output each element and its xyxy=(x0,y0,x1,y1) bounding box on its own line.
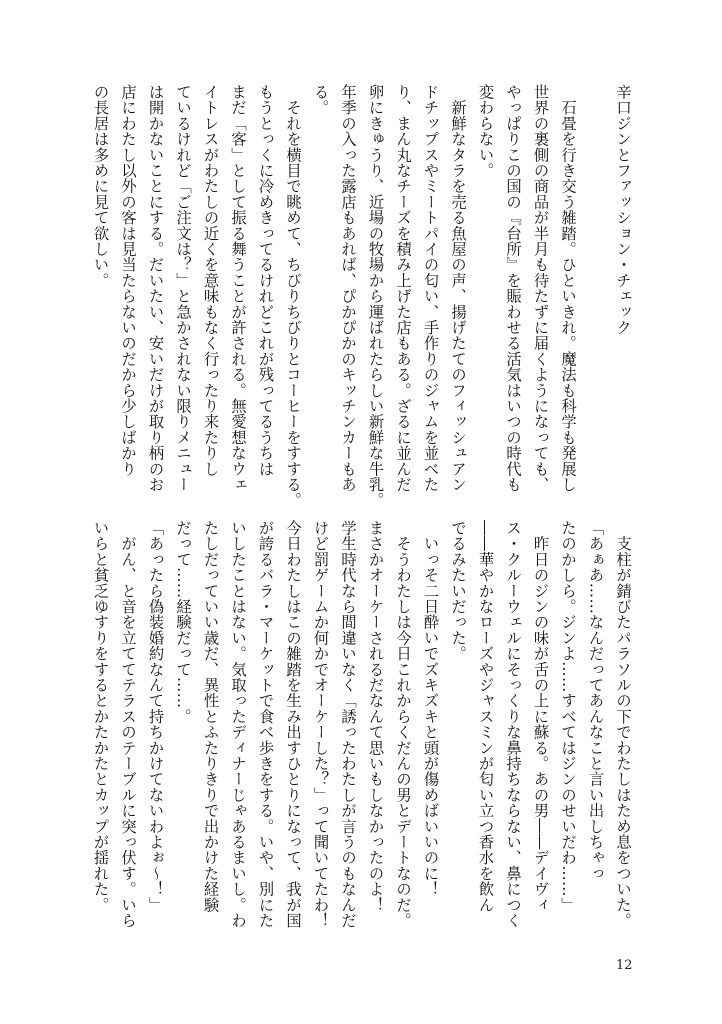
text-line: ているけれど「ご注文は？」と急かされない限りメニュー xyxy=(174,84,192,493)
text-line: まさかオーケーされるだなんて思いもしなかったのよ！ xyxy=(366,520,385,913)
text-line: 変わらない。 xyxy=(476,84,495,179)
page-number: 12 xyxy=(616,958,633,973)
text-line: る。 xyxy=(311,84,330,116)
text-line: 石畳を行き交う雑踏。ひといきれ。魔法も科学も発展し xyxy=(559,84,577,493)
text-line: 支柱が錆びたパラソルの下でわたしはため息をついた。 xyxy=(614,520,632,929)
text-line: まだ「客」として振る舞うことが許される。無愛想なウェ xyxy=(229,84,247,493)
text-line: たしだっていい歳だ、異性とふたりきりで出かけた経験 xyxy=(201,520,220,913)
text-line: でるみたいだった。 xyxy=(449,520,467,662)
text-line: けど罰ゲームか何かでオーケーした？」って聞いてたわ！ xyxy=(311,520,330,929)
text-line: それを横目で眺めて、ちびりちびりとコーヒーをすする。 xyxy=(284,84,302,508)
text-line: 店にわたし以外の客は見当たらないのだから少しばかり xyxy=(119,84,137,477)
upper-text-block xyxy=(76,84,636,508)
text-line: いらと貧乏ゆすりをするとかたかたとカップが揺れた。 xyxy=(91,520,110,913)
text-line: ス・クルーウェルにそっくりな鼻持ちならない、鼻につく xyxy=(504,520,522,929)
text-line: がん、と音を立ててテラスのテーブルに突っ伏す。いら xyxy=(119,520,137,929)
text-line: だって……経験だって……。 xyxy=(174,520,192,725)
text-line: 学生時代なら間違いなく「誘ったわたしが言うのもなんだ xyxy=(339,520,357,929)
text-line: イトレスがわたしの近くを意味もなく行ったり来たりし xyxy=(201,84,220,477)
text-line: 「あぁあ……なんだってあんなこと言い出しちゃっ xyxy=(586,520,605,882)
text-line: 今日わたしはこの雑踏を生み出すひとりになって、我が国 xyxy=(284,520,302,929)
text-line: 辛口ジンとファッション・チェック xyxy=(614,84,632,336)
text-line: もうとっくに冷めきってるけれどこれが残ってるうちは xyxy=(256,84,275,477)
text-line: 年季の入った露店もあれば、ぴかぴかのキッチンカーもあ xyxy=(339,84,357,493)
text-line: 卵にきゅうり、近場の牧場から運ばれたらしい新鮮な牛乳。 xyxy=(366,84,385,508)
text-line: いっそ二日酔いでズキズキと頭が傷めばいいのに！ xyxy=(421,520,440,897)
lower-text-block xyxy=(76,520,636,932)
text-line: り、まん丸なチーズを積み上げた店もある。ざるに並んだ xyxy=(394,84,412,493)
text-line: が誇るバラ・マーケットで食べ歩きをする。いや、別にた xyxy=(256,520,275,929)
text-line: 新鮮なタラを売る魚屋の声、揚げたてのフィッシュアン xyxy=(449,84,467,493)
blank-line xyxy=(581,84,609,496)
text-line: 世界の裏側の商品が半月も待たずに届くようになっても、 xyxy=(531,84,550,493)
text-line: いしたことはない。気取ったディナーじゃあるまいし。わ xyxy=(229,520,247,929)
text-line: やっぱりこの国の『台所』を賑わせる活気はいつの時代も xyxy=(504,84,522,493)
text-line: の長居は多めに見て欲しい。 xyxy=(91,84,110,289)
text-line: ドチップスやミートパイの匂い、手作りのジャムを並べた xyxy=(421,84,440,493)
text-line: 「あったら偽装婚約なんて持ちかけてないわよぉ～！」 xyxy=(146,520,165,913)
text-line: たのかしら。ジンよ……すべてはジンのせいだわ……」 xyxy=(559,520,577,913)
text-line: そうわたしは今日これからくだんの男とデートなのだ。 xyxy=(394,520,412,929)
text-line: 昨日のジンの味が舌の上に蘇る。あの男――デイヴィ xyxy=(531,520,550,913)
text-line: は開かないことにする。だいたい、安いだけが取り柄のお xyxy=(146,84,165,493)
text-line: ――華やかなローズやジャスミンが匂い立つ香水を飲ん xyxy=(476,520,495,913)
